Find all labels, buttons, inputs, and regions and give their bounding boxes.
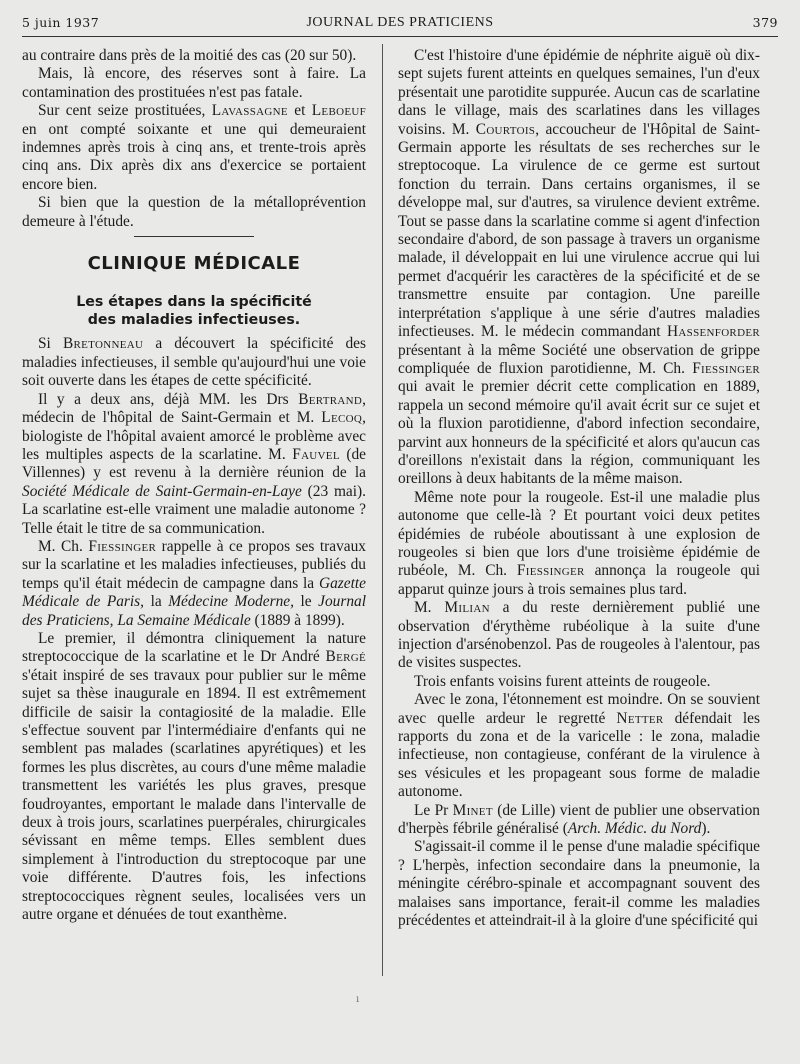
publication-name: Journal des Praticiens, La Semaine Médicale	[22, 593, 366, 629]
society-name: Société Médicale de Saint-Germain-en-Laye	[22, 482, 302, 500]
paragraph: Si bien que la question de la métalloprévention demeure à l'étude.	[22, 194, 366, 230]
author-name: Courtois	[475, 120, 536, 138]
author-name: Netter	[616, 709, 664, 727]
paragraph: au contraire dans près de la moitié des cas (20 sur 50).	[22, 47, 357, 64]
author-name: Lavassagne	[211, 102, 288, 120]
right-column	[398, 47, 760, 931]
journal-title: JOURNAL DES PRATICIENS	[306, 15, 494, 30]
paragraph: Sur cent seize prostituées, Lavassagne et Leboeuf en ont compté soixante et une qui demeuraient indemnes après trois à cinq ans, et trente-trois après cinq ans. Dix après dix ans d'exercice se portaient encore bien.	[22, 102, 366, 193]
section-title: CLINIQUE MÉDICALE	[87, 253, 301, 275]
issue-date: 5 juin 1937	[22, 15, 100, 30]
paragraph: M. Milian a du reste dernièrement publié une observation d'érythème rubéolique à la suite d'une injection d'arsénobenzol. Pas de rougeoles à l'alentour, pas de visites suspectes.	[398, 599, 760, 672]
page-number: 379	[752, 15, 778, 30]
author-name: Fiessinger	[692, 359, 760, 377]
paragraph: Trois enfants voisins furent atteints de rougeole.	[414, 672, 711, 690]
running-header	[22, 15, 778, 31]
author-name: Hassenforder	[667, 323, 760, 341]
paragraph: Avec le zona, l'étonnement est moindre. On se souvient avec quelle ardeur le regretté Netter défendait les rapports du zona et de la varicelle : le zona, maladie infectieuse, non contagieuse, conférant de la virulence à ses vésicules et les propageant sous forme de maladie autonome.	[398, 691, 760, 801]
publication-name: Arch. Médic. du Nord	[567, 820, 702, 838]
author-name: Bergé	[325, 648, 366, 666]
author-name: Leboeuf	[311, 102, 366, 120]
print-mark: ı	[356, 994, 360, 1005]
paragraph: Si Bretonneau a découvert la spécificité des maladies infectieuses, il semble qu'aujourd'hui une voie soit ouverte dans les étapes de cette spécificité.	[22, 335, 366, 390]
left-column	[22, 47, 366, 924]
publication-name: Gazette Médicale de Paris,	[22, 574, 366, 611]
author-name: Fauvel	[292, 445, 340, 463]
paragraph: S'agissait-il comme il le pense d'une maladie spécifique ? L'herpès, infection secondaire dans la pneumonie, la méningite cérébro-spinale et accompagnant souvent des malaises sans importance, ferait-il comme les maladies précédentes et atteindrait-il à la gloire d'une spécificité qui	[398, 838, 760, 930]
paragraph: Il y a deux ans, déjà MM. les Drs Bertrand, médecin de l'hôpital de Saint-Germain et M. Lecoq, biologiste de l'hôpital avaient amorcé le problème avec les multiples aspects de la scarlatine. M. Fauvel (de Villennes) y est revenu à la dernière réunion de la Société Médicale de Saint-Germain-en-Laye (23 mai). La scarlatine est-elle vraiment une maladie autonome ? Telle était le titre de sa communication.	[22, 390, 366, 537]
author-name: Fiessinger	[516, 562, 585, 580]
paragraph: C'est l'histoire d'une épidémie de néphrite aiguë où dix-sept sujets furent atteints en quelques semaines, l'un d'eux présentait une parotidite suppurée. Aucun cas de scarlatine dans le village, mais des scarlatines dans les villages voisins. M. Courtois, accoucheur de l'Hôpital de Saint-Germain apporte les résultats de ses recherches sur le streptocoque. La virulence de ce germe est surtout fonction du terrain. Dans certains organismes, il se développe mal, sur d'autres, sa virulence devient extrême. Tout se passe dans la scarlatine comme si agent d'infection secondaire d'abord, de son passage à travers un organisme malade, il développait en lui une virulence accrue qui lui permet d'acquérir les caractères de la spécificité et de se transmettre ensuite par contagion. Une pareille interprétation s'applique à une série d'autres maladies infectieuses. M. le médecin commandant Hassenforder présentant à la même Société une observation de grippe compliquée de fluxion parotidienne, M. Ch. Fiessinger qui avait le premier décrit cette complication en 1889, rappela un second mémoire qu'il avait écrit sur ce sujet et où la fluxion parotidienne, d'abord infection secondaire, parvint aux honneurs de la spécificité et alors qu'aucun cas d'oreillons n'existait dans la région, communiquant les oreillons à deux habitants de la même maison.	[398, 47, 760, 488]
paragraph: Le Pr Minet (de Lille) vient de publier une observation d'herpès fébrile généralisé (Arch. Médic. du Nord).	[398, 801, 760, 838]
article-title: Les étapes dans la spécificité des maladies infectieuses.	[76, 294, 312, 329]
paragraph: M. Ch. Fiessinger rappelle à ce propos ses travaux sur la scarlatine et les maladies infectieuses, publiés du temps qu'il était médecin de campagne dans la Gazette Médicale de Paris, la Médecine Moderne, le Journal des Praticiens, La Semaine Médicale (1889 à 1899).	[22, 537, 366, 629]
section-separator	[134, 236, 254, 237]
author-name: Milian	[444, 599, 490, 617]
paragraph: Le premier, il démontra cliniquement la nature streptococcique de la scarlatine et le Dr André Bergé s'était inspiré de ses travaux pour publier sur le même sujet sa thèse inaugurale en 1894. Il est extrêmement difficile de saisir la contagiosité de la maladie. Elle s'effectue souvent par l'intermédiaire d'enfants qui ne semblent pas malades (scarlatines apyrétiques) et les formes les plus discrètes, au cours d'une même maladie transmettent les variétés les plus graves, presque foudroyantes, emportant le malade dans l'intervalle de deux à trois jours, scarlatines puerpérales, chirurgicales sévissant en même temps. Elles semblent dues simplement à l'introduction du streptocoque par une voie différente. D'autres fois, les infections streptococciques règnent seules, localisées vers un autre organe et dénuées de tout exanthème.	[22, 629, 366, 924]
publication-name: Médecine Moderne,	[168, 593, 294, 611]
author-name: Minet	[452, 801, 493, 819]
paragraph: Mais, là encore, des réserves sont à faire. La contamination des prostituées n'est pas fatale.	[22, 65, 366, 101]
author-name: Bertrand	[298, 390, 363, 408]
paragraph: Même note pour la rougeole. Est-il une maladie plus autonome que celle-là ? Et pourtant voici deux petites épidémies de rubéole aboutissant à une explosion de rougeoles si bien que lors d'une troisième épidémie de rubéole, M. Ch. Fiessinger annonça la rougeole qui apparut quinze jours à trois semaines plus tard.	[398, 488, 760, 598]
author-name: Bretonneau	[62, 335, 144, 353]
column-divider	[382, 44, 383, 976]
header-rule	[22, 36, 778, 37]
author-name: Lecoq	[321, 409, 363, 427]
author-name: Fiessinger	[88, 537, 157, 555]
